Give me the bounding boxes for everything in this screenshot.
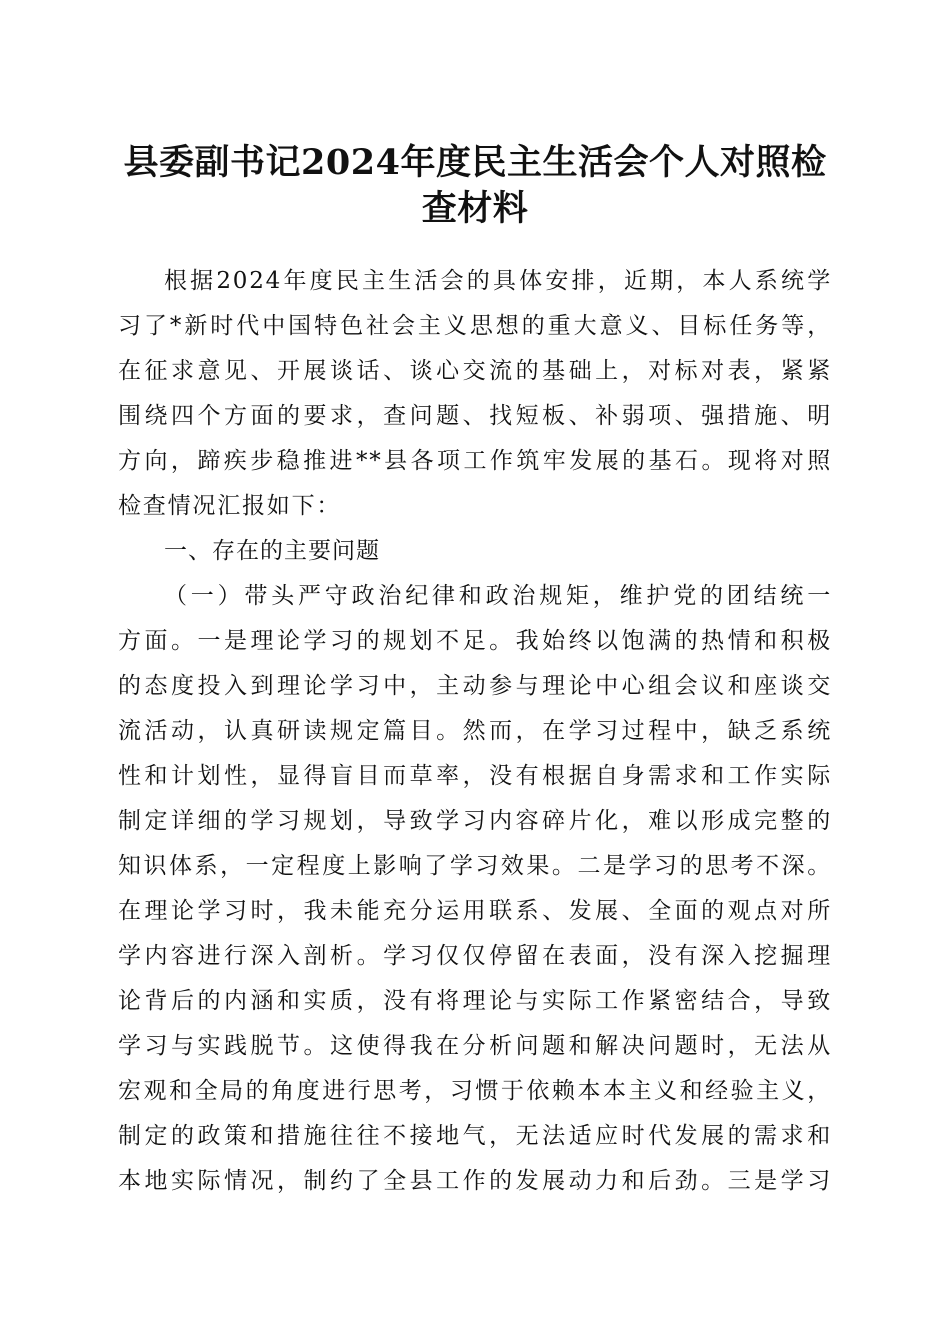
text-line: 本地实际情况，制约了全县工作的发展动力和后劲。三是学习 xyxy=(118,1168,832,1194)
text-line: 学习与实践脱节。这使得我在分析问题和解决问题时，无法从 xyxy=(118,1033,832,1059)
text-line: 流活动，认真研读规定篇目。然而，在学习过程中，缺乏系统 xyxy=(118,718,832,744)
intro-paragraph xyxy=(118,259,832,529)
title-line: 县委副书记2024年度民主生活会个人对照检 xyxy=(123,142,827,183)
document-title xyxy=(118,140,832,232)
text-line: 宏观和全局的角度进行思考，习惯于依赖本本主义和经验主义， xyxy=(118,1078,832,1104)
text-line: 性和计划性，显得盲目而草率，没有根据自身需求和工作实际 xyxy=(118,763,832,789)
text-line: 的态度投入到理论学习中，主动参与理论中心组会议和座谈交 xyxy=(118,673,832,699)
text-line: 在征求意见、开展谈话、谈心交流的基础上，对标对表，紧紧 xyxy=(118,358,832,384)
text-line: 围绕四个方面的要求，查问题、找短板、补弱项、强措施、明 xyxy=(118,403,832,429)
document-body xyxy=(118,259,832,1204)
text-line: 制定详细的学习规划，导致学习内容碎片化，难以形成完整的 xyxy=(118,808,832,834)
title-line: 查材料 xyxy=(421,188,529,229)
text-line: 论背后的内涵和实质，没有将理论与实际工作紧密结合，导致 xyxy=(118,988,832,1014)
text-line: 习了*新时代中国特色社会主义思想的重大意义、目标任务等， xyxy=(118,313,832,339)
text-line: 学内容进行深入剖析。学习仅仅停留在表面，没有深入挖掘理 xyxy=(118,943,832,969)
text-line: 在理论学习时，我未能充分运用联系、发展、全面的观点对所 xyxy=(118,898,832,924)
text-line: 检查情况汇报如下： xyxy=(118,493,342,519)
text-line: 制定的政策和措施往往不接地气，无法适应时代发展的需求和 xyxy=(118,1123,832,1149)
section-heading: 一、存在的主要问题 xyxy=(164,538,380,564)
text-line: 方向，蹄疾步稳推进**县各项工作筑牢发展的基石。现将对照 xyxy=(118,448,832,474)
text-line: 方面。一是理论学习的规划不足。我始终以饱满的热情和积极 xyxy=(118,628,832,654)
text-line: 知识体系，一定程度上影响了学习效果。二是学习的思考不深。 xyxy=(118,853,832,879)
text-line: 根据2024年度民主生活会的具体安排，近期，本人系统学 xyxy=(164,268,832,294)
section-one-paragraph xyxy=(118,574,832,1204)
text-line: （一）带头严守政治纪律和政治规矩，维护党的团结统一 xyxy=(164,583,832,609)
